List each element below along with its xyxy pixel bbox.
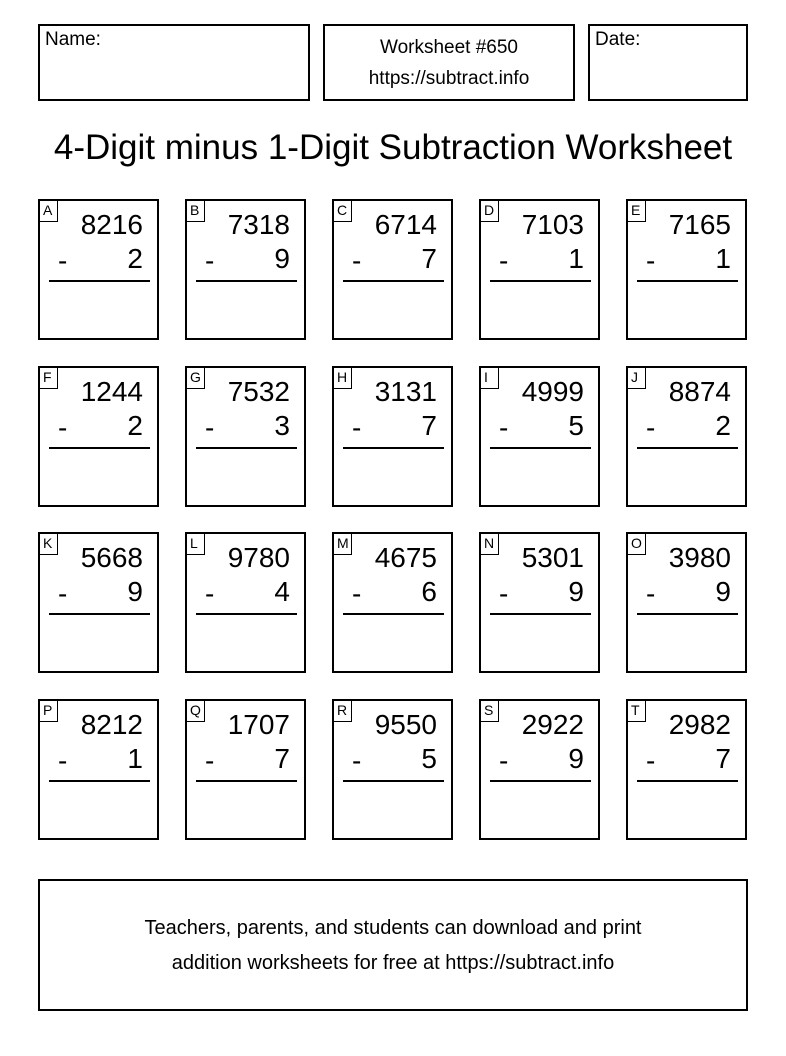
minuend: 9780 xyxy=(227,542,290,573)
problem-cell[interactable] xyxy=(38,699,159,840)
problem-cell[interactable] xyxy=(479,366,600,507)
answer-line xyxy=(343,280,444,282)
footer-line-2: addition worksheets for free at https://subtract.info xyxy=(171,952,615,974)
subtrahend: 1 xyxy=(715,243,731,274)
subtrahend: 4 xyxy=(274,576,290,607)
problem-cell[interactable] xyxy=(38,199,159,340)
minus-sign: - xyxy=(646,745,656,776)
minuend: 1244 xyxy=(80,376,143,407)
problem-cell[interactable] xyxy=(626,199,747,340)
problem-cell[interactable] xyxy=(626,366,747,507)
problem-letter: P xyxy=(39,700,58,722)
answer-line xyxy=(49,613,150,615)
problem-letter: I xyxy=(480,367,499,389)
subtrahend: 1 xyxy=(127,743,143,774)
problem-letter: R xyxy=(333,700,352,722)
minus-sign: - xyxy=(646,245,656,276)
answer-line xyxy=(196,280,297,282)
problem-cell[interactable] xyxy=(185,199,306,340)
subtrahend: 7 xyxy=(715,743,731,774)
minus-sign: - xyxy=(58,745,68,776)
problem-letter: S xyxy=(480,700,499,722)
answer-line xyxy=(196,613,297,615)
minus-sign: - xyxy=(499,245,509,276)
minus-sign: - xyxy=(58,578,68,609)
minuend: 8216 xyxy=(80,209,143,240)
subtrahend: 9 xyxy=(127,576,143,607)
subtrahend: 5 xyxy=(421,743,437,774)
answer-line xyxy=(637,780,738,782)
minuend: 7318 xyxy=(227,209,290,240)
minuend: 8212 xyxy=(80,709,143,740)
minus-sign: - xyxy=(499,412,509,443)
minuend: 7103 xyxy=(521,209,584,240)
answer-line xyxy=(49,780,150,782)
subtrahend: 1 xyxy=(568,243,584,274)
answer-line xyxy=(637,280,738,282)
date-label: Date: xyxy=(595,29,641,50)
minuend: 5668 xyxy=(80,542,143,573)
subtrahend: 9 xyxy=(274,243,290,274)
answer-line xyxy=(490,447,591,449)
problem-letter: O xyxy=(627,533,646,555)
problem-letter: Q xyxy=(186,700,205,722)
answer-line xyxy=(637,447,738,449)
problem-cell[interactable] xyxy=(479,699,600,840)
problem-letter: D xyxy=(480,200,499,222)
answer-line xyxy=(343,613,444,615)
minuend: 2982 xyxy=(668,709,731,740)
problem-cell[interactable] xyxy=(185,699,306,840)
problem-letter: G xyxy=(186,367,205,389)
answer-line xyxy=(49,280,150,282)
answer-line xyxy=(49,447,150,449)
problem-letter: T xyxy=(627,700,646,722)
answer-line xyxy=(637,613,738,615)
answer-line xyxy=(490,780,591,782)
problem-letter: B xyxy=(186,200,205,222)
problem-cell[interactable] xyxy=(332,366,453,507)
problem-cell[interactable] xyxy=(332,532,453,673)
minuend: 5301 xyxy=(521,542,584,573)
minuend: 4999 xyxy=(521,376,584,407)
page-title: 4-Digit minus 1-Digit Subtraction Worksheet xyxy=(53,128,733,167)
subtrahend: 9 xyxy=(568,576,584,607)
subtrahend: 5 xyxy=(568,410,584,441)
minus-sign: - xyxy=(205,412,215,443)
minus-sign: - xyxy=(205,245,215,276)
problem-cell[interactable] xyxy=(626,532,747,673)
footer-box xyxy=(38,879,748,1011)
subtrahend: 2 xyxy=(127,410,143,441)
minuend: 9550 xyxy=(374,709,437,740)
subtrahend: 7 xyxy=(421,243,437,274)
answer-line xyxy=(343,447,444,449)
subtrahend: 6 xyxy=(421,576,437,607)
minus-sign: - xyxy=(499,578,509,609)
problem-letter: E xyxy=(627,200,646,222)
subtrahend: 9 xyxy=(568,743,584,774)
problem-letter: K xyxy=(39,533,58,555)
subtrahend: 7 xyxy=(421,410,437,441)
minuend: 7532 xyxy=(227,376,290,407)
subtrahend: 9 xyxy=(715,576,731,607)
minus-sign: - xyxy=(58,245,68,276)
subtrahend: 7 xyxy=(274,743,290,774)
minus-sign: - xyxy=(646,412,656,443)
problem-cell[interactable] xyxy=(185,366,306,507)
problem-cell[interactable] xyxy=(479,199,600,340)
problem-cell[interactable] xyxy=(185,532,306,673)
problem-cell[interactable] xyxy=(479,532,600,673)
minus-sign: - xyxy=(58,412,68,443)
minus-sign: - xyxy=(499,745,509,776)
worksheet-number: Worksheet #650 xyxy=(379,37,518,58)
footer-line-1: Teachers, parents, and students can download and print xyxy=(144,917,642,939)
minus-sign: - xyxy=(352,245,362,276)
subtrahend: 2 xyxy=(715,410,731,441)
problem-cell[interactable] xyxy=(332,199,453,340)
subtrahend: 3 xyxy=(274,410,290,441)
problem-letter: F xyxy=(39,367,58,389)
minus-sign: - xyxy=(646,578,656,609)
problem-letter: J xyxy=(627,367,646,389)
minus-sign: - xyxy=(352,578,362,609)
minuend: 6714 xyxy=(374,209,437,240)
name-label: Name: xyxy=(45,29,101,50)
minuend: 3980 xyxy=(668,542,731,573)
minuend: 4675 xyxy=(374,542,437,573)
worksheet-url: https://subtract.info xyxy=(368,68,530,89)
minuend: 2922 xyxy=(521,709,584,740)
problem-cell[interactable] xyxy=(626,699,747,840)
minuend: 3131 xyxy=(374,376,437,407)
answer-line xyxy=(196,447,297,449)
subtrahend: 2 xyxy=(127,243,143,274)
answer-line xyxy=(490,280,591,282)
problem-cell[interactable] xyxy=(332,699,453,840)
problem-letter: A xyxy=(39,200,58,222)
minus-sign: - xyxy=(205,745,215,776)
minuend: 7165 xyxy=(668,209,731,240)
answer-line xyxy=(490,613,591,615)
problem-letter: L xyxy=(186,533,205,555)
problem-cell[interactable] xyxy=(38,532,159,673)
problem-letter: H xyxy=(333,367,352,389)
minuend: 1707 xyxy=(227,709,290,740)
answer-line xyxy=(343,780,444,782)
minus-sign: - xyxy=(352,412,362,443)
answer-line xyxy=(196,780,297,782)
problem-letter: N xyxy=(480,533,499,555)
minus-sign: - xyxy=(205,578,215,609)
minuend: 8874 xyxy=(668,376,731,407)
problem-letter: C xyxy=(333,200,352,222)
problem-letter: M xyxy=(333,533,352,555)
minus-sign: - xyxy=(352,745,362,776)
problem-cell[interactable] xyxy=(38,366,159,507)
